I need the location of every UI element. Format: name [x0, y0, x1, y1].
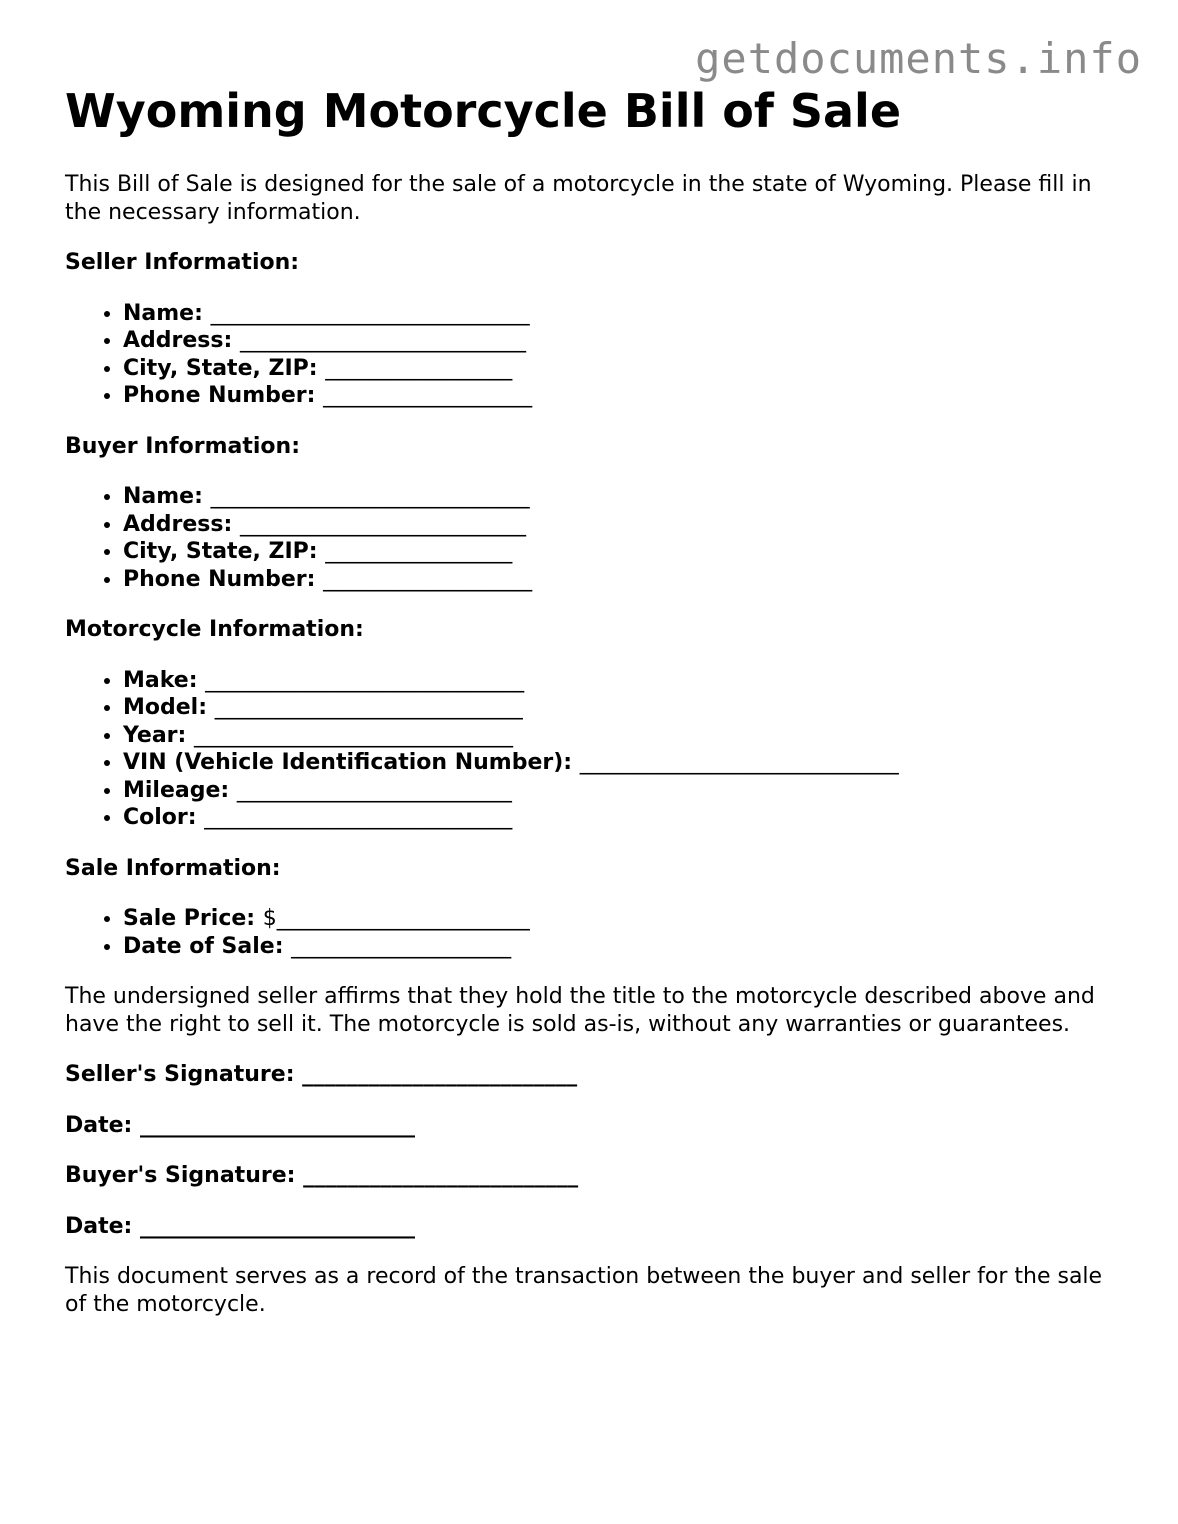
blank-field[interactable]: $_______________________ — [262, 906, 530, 931]
motorcycle-list — [65, 667, 1125, 832]
seller-phone-item: • Phone Number: ___________________ — [123, 382, 1125, 410]
motorcycle-vin-item: • VIN (Vehicle Identification Number): _____________________________ — [123, 749, 1125, 777]
buyer-signature-line: Buyer's Signature: _________________________ — [65, 1163, 579, 1188]
blank-field[interactable]: _________________________ — [140, 1112, 416, 1138]
seller-address-item: • Address: __________________________ — [123, 327, 1125, 355]
blank-field[interactable]: ____________________ — [291, 933, 512, 959]
seller-date-line: Date: _________________________ — [65, 1112, 416, 1138]
seller-heading: Seller Information: — [65, 250, 300, 275]
blank-field[interactable]: _____________________________ — [210, 300, 530, 326]
blank-field[interactable]: ___________________ — [323, 383, 533, 408]
blank-field[interactable]: _____________________________ — [579, 750, 899, 775]
motorcycle-make-item: • Make: _____________________________ — [123, 667, 1125, 695]
blank-field[interactable]: __________________________ — [239, 328, 526, 353]
document-page — [65, 85, 1125, 1318]
affirmation-text: The undersigned seller affirms that they hold the title to the motorcycle described above and have the right to sell it. The motorcycle is sold as-is, without any warranties or guarantees. — [65, 984, 1095, 1037]
closing-text: This document serves as a record of the transaction between the buyer and seller for the sale of the motorcycle. — [65, 1264, 1103, 1317]
buyer-date-line: Date: _________________________ — [65, 1213, 416, 1239]
document-title: Wyoming Motorcycle Bill of Sale — [65, 84, 902, 138]
blank-field[interactable]: _________________________ — [236, 777, 512, 803]
blank-field[interactable]: _____________________________ — [205, 667, 525, 693]
seller-list — [65, 300, 1125, 410]
blank-field[interactable]: ___________________ — [323, 566, 533, 592]
blank-field[interactable]: _________________ — [325, 355, 513, 381]
seller-city-item: • City, State, ZIP: _________________ — [123, 355, 1125, 383]
blank-field[interactable]: ____________________________ — [214, 695, 523, 720]
blank-field[interactable]: ____________________________ — [204, 805, 513, 830]
buyer-city-item: • City, State, ZIP: _________________ — [123, 538, 1125, 566]
buyer-heading: Buyer Information: — [65, 433, 300, 459]
sale-price-item: • Sale Price: $_______________________ — [123, 905, 1125, 933]
blank-field[interactable]: _________________________ — [302, 1062, 578, 1087]
blank-field[interactable]: __________________________ — [239, 511, 526, 537]
motorcycle-color-item: • Color: ____________________________ — [123, 804, 1125, 832]
sale-date-item: • Date of Sale: ____________________ — [123, 933, 1125, 961]
blank-field[interactable]: _________________________ — [140, 1213, 416, 1239]
buyer-address-item: • Address: __________________________ — [123, 511, 1125, 539]
blank-field[interactable]: _________________ — [325, 539, 513, 564]
motorcycle-year-item: • Year: _____________________________ — [123, 722, 1125, 750]
buyer-list — [65, 483, 1125, 593]
buyer-name-item: • Name: _____________________________ — [123, 483, 1125, 511]
sale-heading: Sale Information: — [65, 855, 281, 881]
blank-field[interactable]: _____________________________ — [194, 722, 513, 748]
motorcycle-heading: Motorcycle Information: — [65, 617, 364, 642]
buyer-phone-item: • Phone Number: ___________________ — [123, 566, 1125, 594]
blank-field[interactable]: _________________________ — [303, 1163, 579, 1188]
seller-name-item: • Name: _____________________________ — [123, 300, 1125, 328]
intro-text: This Bill of Sale is designed for the sale of a motorcycle in the state of Wyoming. Please fill in the necessary information. — [65, 172, 1092, 225]
blank-field[interactable]: _____________________________ — [210, 484, 530, 509]
motorcycle-mileage-item: • Mileage: _________________________ — [123, 777, 1125, 805]
motorcycle-model-item: • Model: ____________________________ — [123, 694, 1125, 722]
watermark: getdocuments.info — [695, 34, 1142, 83]
sale-list — [65, 905, 1125, 960]
seller-signature-line: Seller's Signature: _________________________ — [65, 1062, 578, 1087]
